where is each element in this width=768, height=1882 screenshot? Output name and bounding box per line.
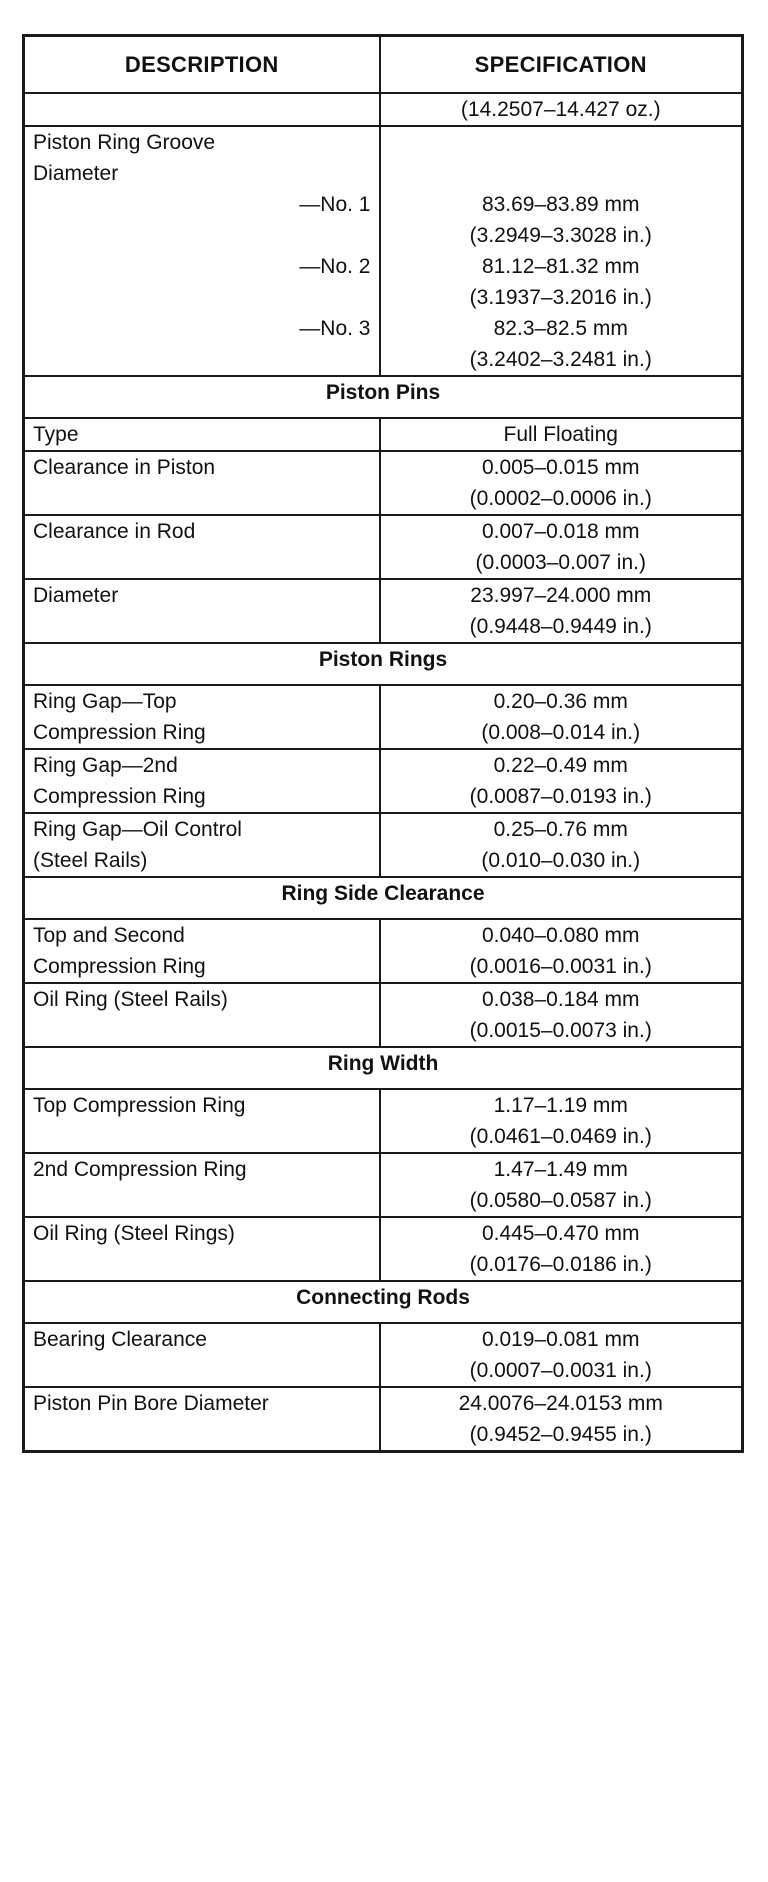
- piston-pins-type-row: [24, 418, 743, 451]
- piston-pins-type-label: Type: [33, 423, 79, 446]
- connecting-rods-label: Piston Pin Bore Diameter: [33, 1392, 269, 1415]
- section-ring-side-clearance: [24, 877, 743, 919]
- section-title-ring-width: Ring Width: [24, 1047, 743, 1089]
- ring-width-mm: 1.17–1.19 mm: [493, 1094, 628, 1117]
- side-clearance-label-line1: Top and Second: [33, 924, 185, 947]
- connecting-rods-label: Bearing Clearance: [33, 1328, 207, 1351]
- piston-rings-row-gap-top: [24, 685, 743, 749]
- groove-row-no1: [24, 189, 743, 251]
- piston-rings-label-line2: (Steel Rails): [33, 849, 148, 872]
- continuation-description: [24, 93, 380, 126]
- piston-pins-row-clearance-piston: [24, 451, 743, 515]
- piston-rings-mm: 0.25–0.76 mm: [493, 818, 628, 841]
- piston-rings-row-gap-2nd: [24, 749, 743, 813]
- groove-label-no3: —No. 3: [299, 317, 371, 340]
- groove-label-no2: —No. 2: [299, 255, 371, 278]
- piston-rings-label-line1: Ring Gap—Oil Control: [33, 818, 242, 841]
- groove-row-no2: [24, 251, 743, 313]
- ring-width-label: Oil Ring (Steel Rings): [33, 1222, 235, 1245]
- connecting-rods-row-bearing: [24, 1323, 743, 1387]
- piston-rings-in: (0.0087–0.0193 in.): [469, 785, 652, 808]
- continuation-spec: [380, 93, 743, 126]
- section-title-piston-pins: Piston Pins: [24, 376, 743, 418]
- piston-rings-label-line2: Compression Ring: [33, 721, 206, 744]
- ring-width-in: (0.0461–0.0469 in.): [469, 1125, 652, 1148]
- description-column-header: DESCRIPTION: [24, 36, 380, 94]
- continuation-row: [24, 93, 743, 126]
- piston-rings-label-line1: Ring Gap—Top: [33, 690, 177, 713]
- ring-width-label: 2nd Compression Ring: [33, 1158, 247, 1181]
- groove-in-no3: (3.2402–3.2481 in.): [469, 348, 652, 371]
- piston-pins-label: Diameter: [33, 584, 119, 607]
- side-clearance-row-oil: [24, 983, 743, 1047]
- ring-width-in: (0.0176–0.0186 in.): [469, 1253, 652, 1276]
- connecting-rods-row-pin-bore: [24, 1387, 743, 1452]
- piston-rings-row-gap-oil: [24, 813, 743, 877]
- section-ring-width: [24, 1047, 743, 1089]
- piston-pins-row-clearance-rod: [24, 515, 743, 579]
- piston-pins-in: (0.0002–0.0006 in.): [469, 487, 652, 510]
- piston-pins-mm: 0.005–0.015 mm: [481, 456, 640, 479]
- side-clearance-mm: 0.040–0.080 mm: [481, 924, 640, 947]
- section-title-connecting-rods: Connecting Rods: [24, 1281, 743, 1323]
- continuation-value: (14.2507–14.427 oz.): [460, 98, 661, 121]
- piston-pins-in: (0.0003–0.007 in.): [475, 551, 646, 574]
- ring-width-in: (0.0580–0.0587 in.): [469, 1189, 652, 1212]
- groove-title-spec: [380, 126, 743, 189]
- connecting-rods-mm: 24.0076–24.0153 mm: [458, 1392, 663, 1415]
- groove-label-no1: —No. 1: [299, 193, 371, 216]
- section-piston-rings: [24, 643, 743, 685]
- piston-rings-in: (0.010–0.030 in.): [481, 849, 641, 872]
- piston-pins-label: Clearance in Piston: [33, 456, 216, 479]
- groove-title-cell: [24, 126, 380, 189]
- table-header-row: [24, 36, 743, 94]
- ring-width-row-oil: [24, 1217, 743, 1281]
- side-clearance-label-line2: Compression Ring: [33, 955, 206, 978]
- side-clearance-label-line2: [33, 1015, 371, 1046]
- groove-title-line2: Diameter: [33, 162, 119, 185]
- connecting-rods-mm: 0.019–0.081 mm: [481, 1328, 640, 1351]
- connecting-rods-in: (0.0007–0.0031 in.): [469, 1359, 652, 1382]
- side-clearance-in: (0.0015–0.0073 in.): [469, 1019, 652, 1042]
- groove-in-no1: (3.2949–3.3028 in.): [469, 224, 652, 247]
- section-title-piston-rings: Piston Rings: [24, 643, 743, 685]
- piston-pins-mm: 0.007–0.018 mm: [481, 520, 640, 543]
- groove-title-row: [24, 126, 743, 189]
- groove-mm-no2: 81.12–81.32 mm: [481, 255, 640, 278]
- specification-table: [22, 34, 744, 1453]
- piston-rings-mm: 0.20–0.36 mm: [493, 690, 628, 713]
- piston-pins-in: (0.9448–0.9449 in.): [469, 615, 652, 638]
- piston-pins-mm: 23.997–24.000 mm: [470, 584, 652, 607]
- ring-width-row-2nd: [24, 1153, 743, 1217]
- groove-mm-no3: 82.3–82.5 mm: [493, 317, 628, 340]
- ring-width-mm: 1.47–1.49 mm: [493, 1158, 628, 1181]
- side-clearance-row-top-second: [24, 919, 743, 983]
- piston-rings-label-line2: Compression Ring: [33, 785, 206, 808]
- side-clearance-mm: 0.038–0.184 mm: [481, 988, 640, 1011]
- piston-rings-mm: 0.22–0.49 mm: [493, 754, 628, 777]
- section-title-ring-side-clearance: Ring Side Clearance: [24, 877, 743, 919]
- specification-column-header: SPECIFICATION: [380, 36, 743, 94]
- ring-width-label: Top Compression Ring: [33, 1094, 246, 1117]
- groove-row-no3: [24, 313, 743, 376]
- piston-pins-row-diameter: [24, 579, 743, 643]
- piston-rings-in: (0.008–0.014 in.): [481, 721, 641, 744]
- ring-width-mm: 0.445–0.470 mm: [481, 1222, 640, 1245]
- ring-width-row-top: [24, 1089, 743, 1153]
- piston-rings-label-line1: Ring Gap—2nd: [33, 754, 178, 777]
- groove-mm-no1: 83.69–83.89 mm: [481, 193, 640, 216]
- section-piston-pins: [24, 376, 743, 418]
- piston-pins-label: Clearance in Rod: [33, 520, 196, 543]
- side-clearance-in: (0.0016–0.0031 in.): [469, 955, 652, 978]
- groove-title-line1: Piston Ring Groove: [33, 131, 216, 154]
- connecting-rods-in: (0.9452–0.9455 in.): [469, 1423, 652, 1446]
- section-connecting-rods: [24, 1281, 743, 1323]
- groove-in-no2: (3.1937–3.2016 in.): [469, 286, 652, 309]
- piston-pins-type-value: Full Floating: [503, 423, 618, 446]
- side-clearance-label-line1: Oil Ring (Steel Rails): [33, 988, 228, 1011]
